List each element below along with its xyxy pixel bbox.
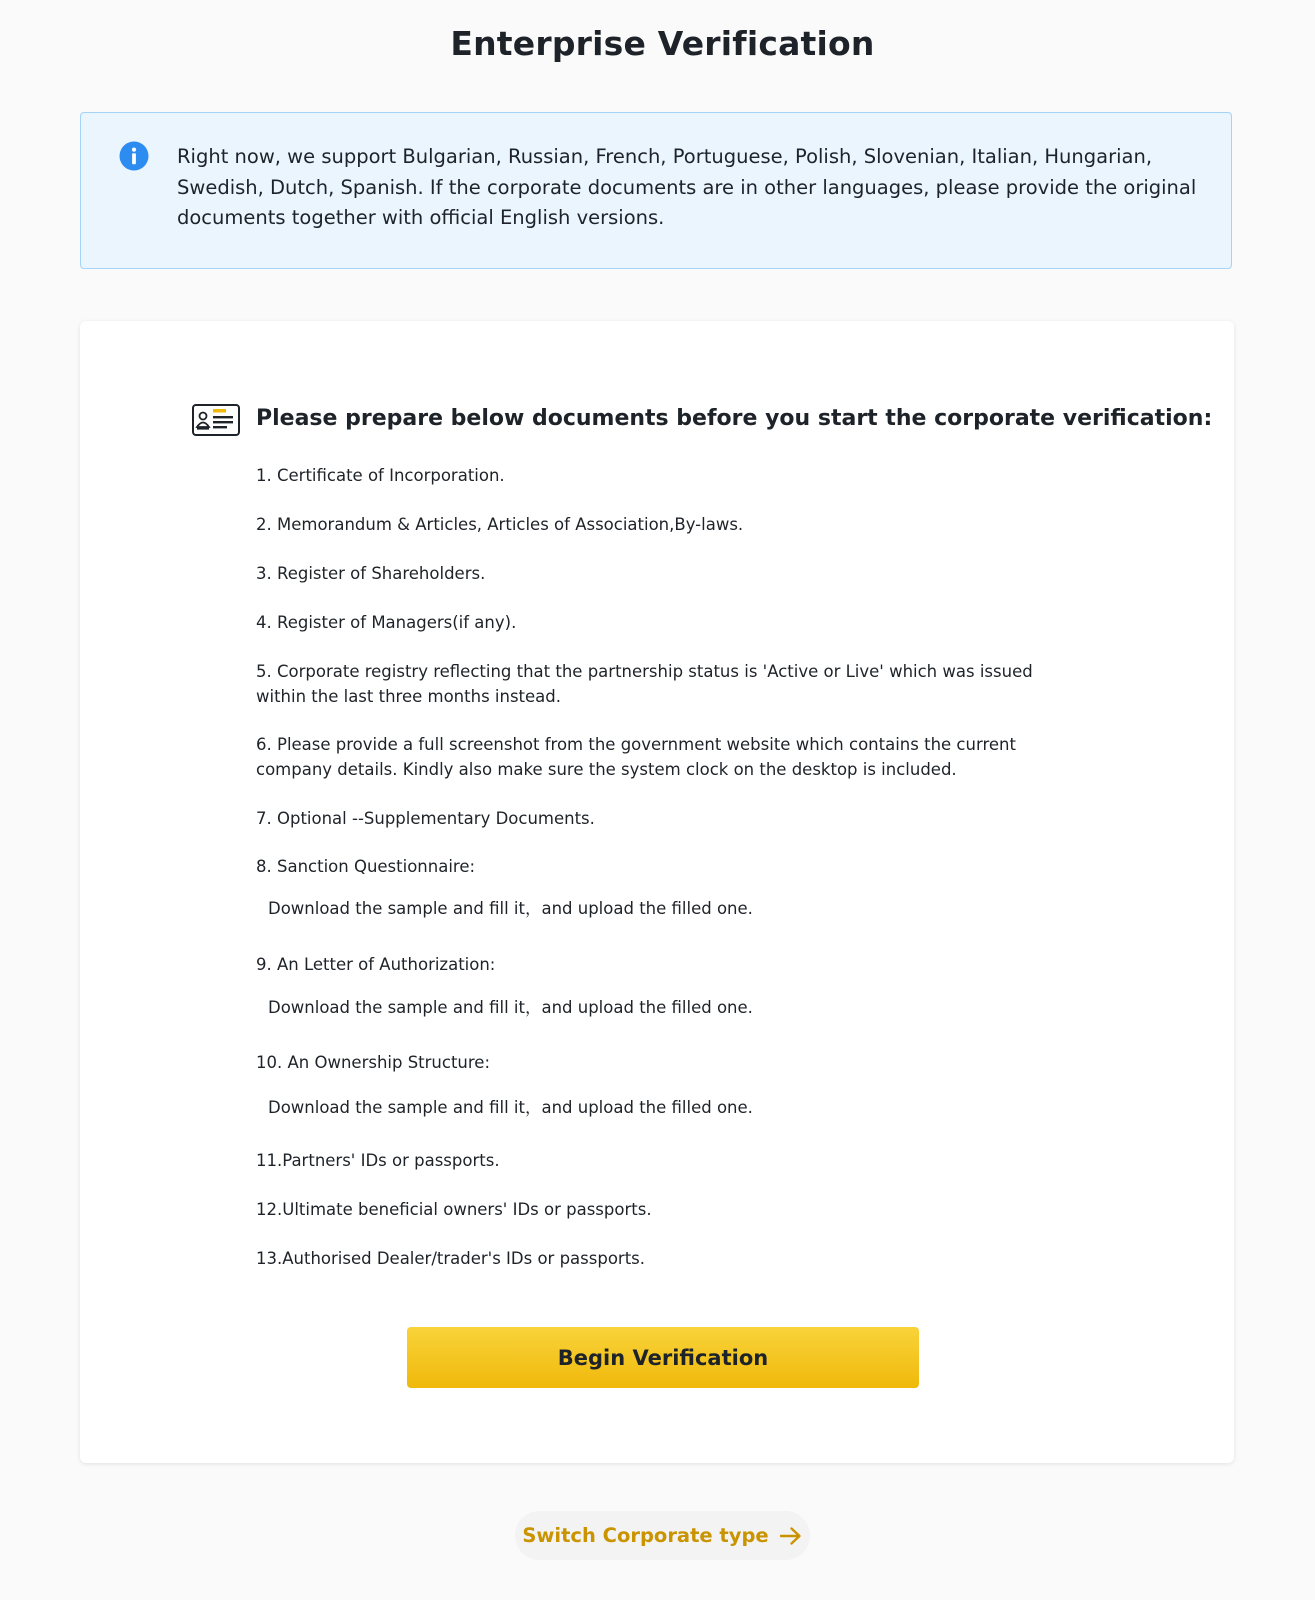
arrow-right-icon — [779, 1526, 803, 1546]
document-item: 6. Please provide a full screenshot from the government website which contains the current company details. Kindly also make sure the system clock on the desktop is included. — [256, 735, 1016, 779]
begin-verification-button[interactable]: Begin Verification — [407, 1327, 919, 1388]
document-item-note: Download the sample and fill it，and upload the filled one. — [268, 1098, 753, 1117]
switch-corporate-type-button[interactable] — [515, 1511, 810, 1560]
info-banner — [80, 112, 1232, 269]
document-item: 10. An Ownership Structure: — [256, 1053, 491, 1072]
document-item: 11.Partners' IDs or passports. — [256, 1151, 500, 1170]
switch-corporate-type-label: Switch Corporate type — [522, 1524, 769, 1547]
document-item: 8. Sanction Questionnaire: — [256, 857, 476, 876]
document-item: 1. Certificate of Incorporation. — [256, 466, 505, 485]
documents-card — [80, 321, 1234, 1463]
page-title: Enterprise Verification — [450, 24, 875, 63]
info-text: Right now, we support Bulgarian, Russian, French, Portuguese, Polish, Slovenian, Italian, Hungarian, Swedish, Dutch, Spanish. If the corporate documents are in other languages, please provide the original documents together with official English versions. — [177, 145, 1197, 229]
document-item: 2. Memorandum & Articles, Articles of Association,By-laws. — [256, 515, 744, 534]
document-item-note: Download the sample and fill it，and upload the filled one. — [268, 998, 753, 1017]
document-item-note: Download the sample and fill it，and upload the filled one. — [268, 899, 753, 918]
id-card-icon — [192, 404, 240, 436]
document-item: 12.Ultimate beneficial owners' IDs or passports. — [256, 1200, 652, 1219]
document-item: 7. Optional --Supplementary Documents. — [256, 809, 595, 828]
document-item: 4. Register of Managers(if any). — [256, 613, 517, 632]
info-icon — [119, 141, 149, 171]
documents-heading: Please prepare below documents before you start the corporate verification: — [256, 406, 1213, 431]
document-item: 13.Authorised Dealer/trader's IDs or passports. — [256, 1249, 646, 1268]
document-item: 5. Corporate registry reflecting that the partnership status is 'Active or Live' which was issued within the last three months instead. — [256, 662, 1033, 706]
document-item: 3. Register of Shareholders. — [256, 564, 486, 583]
document-item: 9. An Letter of Authorization: — [256, 955, 496, 974]
